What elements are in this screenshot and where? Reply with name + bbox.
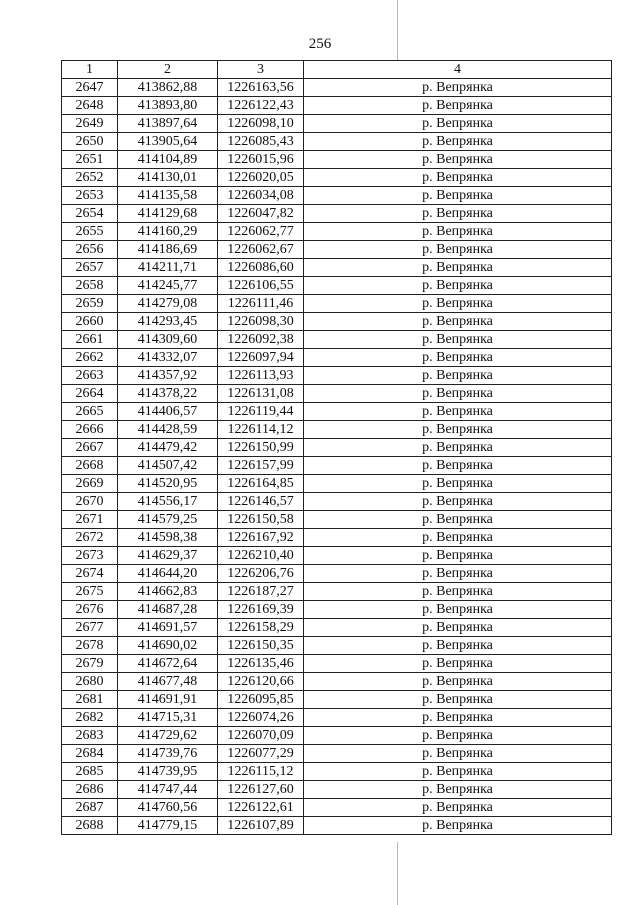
cell-description: р. Вепрянка [304,709,612,727]
table-row [62,637,612,655]
cell-description: р. Вепрянка [304,457,612,475]
cell-x-coordinate: 414715,31 [118,709,218,727]
cell-x-coordinate: 414104,89 [118,151,218,169]
table-row [62,709,612,727]
cell-x-coordinate: 414644,20 [118,565,218,583]
table-row [62,547,612,565]
table-row [62,349,612,367]
cell-x-coordinate: 414672,64 [118,655,218,673]
cell-x-coordinate: 414357,92 [118,367,218,385]
cell-point-number: 2652 [62,169,118,187]
cell-x-coordinate: 414135,58 [118,187,218,205]
cell-point-number: 2657 [62,259,118,277]
table-row [62,187,612,205]
table-row [62,745,612,763]
table-row [62,493,612,511]
table-row [62,295,612,313]
table-row [62,385,612,403]
cell-point-number: 2647 [62,79,118,97]
cell-point-number: 2684 [62,745,118,763]
cell-x-coordinate: 414629,37 [118,547,218,565]
table-row [62,511,612,529]
cell-y-coordinate: 1226127,60 [218,781,304,799]
table-row [62,241,612,259]
cell-x-coordinate: 414507,42 [118,457,218,475]
cell-y-coordinate: 1226210,40 [218,547,304,565]
table-row [62,763,612,781]
column-header-description: 4 [304,61,612,79]
cell-y-coordinate: 1226062,77 [218,223,304,241]
cell-x-coordinate: 414579,25 [118,511,218,529]
cell-y-coordinate: 1226047,82 [218,205,304,223]
cell-y-coordinate: 1226098,30 [218,313,304,331]
cell-y-coordinate: 1226122,61 [218,799,304,817]
cell-point-number: 2674 [62,565,118,583]
cell-point-number: 2676 [62,601,118,619]
cell-y-coordinate: 1226115,12 [218,763,304,781]
cell-x-coordinate: 414691,57 [118,619,218,637]
table-row [62,673,612,691]
cell-description: р. Вепрянка [304,313,612,331]
cell-point-number: 2685 [62,763,118,781]
column-header-x: 2 [118,61,218,79]
table-row [62,601,612,619]
cell-x-coordinate: 414378,22 [118,385,218,403]
cell-y-coordinate: 1226120,66 [218,673,304,691]
table-row [62,799,612,817]
table-row [62,79,612,97]
cell-description: р. Вепрянка [304,637,612,655]
cell-x-coordinate: 414747,44 [118,781,218,799]
column-header-number: 1 [62,61,118,79]
cell-point-number: 2665 [62,403,118,421]
cell-point-number: 2654 [62,205,118,223]
cell-description: р. Вепрянка [304,97,612,115]
cell-description: р. Вепрянка [304,367,612,385]
cell-point-number: 2682 [62,709,118,727]
cell-description: р. Вепрянка [304,259,612,277]
table-row [62,691,612,709]
cell-x-coordinate: 414687,28 [118,601,218,619]
cell-y-coordinate: 1226114,12 [218,421,304,439]
cell-y-coordinate: 1226164,85 [218,475,304,493]
scan-artifact-line [397,842,398,905]
table-row [62,259,612,277]
cell-description: р. Вепрянка [304,601,612,619]
cell-x-coordinate: 413893,80 [118,97,218,115]
cell-y-coordinate: 1226150,58 [218,511,304,529]
column-header-y: 3 [218,61,304,79]
cell-point-number: 2648 [62,97,118,115]
cell-point-number: 2651 [62,151,118,169]
cell-x-coordinate: 414160,29 [118,223,218,241]
cell-y-coordinate: 1226092,38 [218,331,304,349]
table-row [62,655,612,673]
cell-y-coordinate: 1226187,27 [218,583,304,601]
cell-point-number: 2667 [62,439,118,457]
cell-point-number: 2677 [62,619,118,637]
cell-point-number: 2662 [62,349,118,367]
cell-description: р. Вепрянка [304,421,612,439]
cell-y-coordinate: 1226163,56 [218,79,304,97]
cell-x-coordinate: 414293,45 [118,313,218,331]
table-row [62,781,612,799]
cell-x-coordinate: 413905,64 [118,133,218,151]
cell-description: р. Вепрянка [304,583,612,601]
cell-y-coordinate: 1226106,55 [218,277,304,295]
table-row [62,151,612,169]
table-header-row [62,61,612,79]
cell-description: р. Вепрянка [304,655,612,673]
cell-x-coordinate: 414520,95 [118,475,218,493]
cell-x-coordinate: 414332,07 [118,349,218,367]
cell-description: р. Вепрянка [304,403,612,421]
cell-description: р. Вепрянка [304,529,612,547]
cell-x-coordinate: 414739,95 [118,763,218,781]
cell-point-number: 2666 [62,421,118,439]
cell-description: р. Вепрянка [304,781,612,799]
cell-y-coordinate: 1226122,43 [218,97,304,115]
table-row [62,403,612,421]
table-row [62,331,612,349]
cell-point-number: 2656 [62,241,118,259]
table-row [62,565,612,583]
cell-description: р. Вепрянка [304,223,612,241]
cell-point-number: 2660 [62,313,118,331]
cell-x-coordinate: 414211,71 [118,259,218,277]
cell-description: р. Вепрянка [304,691,612,709]
cell-point-number: 2672 [62,529,118,547]
cell-x-coordinate: 414245,77 [118,277,218,295]
cell-description: р. Вепрянка [304,295,612,313]
cell-description: р. Вепрянка [304,277,612,295]
cell-y-coordinate: 1226074,26 [218,709,304,727]
table-row [62,169,612,187]
cell-point-number: 2683 [62,727,118,745]
table-row [62,529,612,547]
cell-point-number: 2668 [62,457,118,475]
cell-description: р. Вепрянка [304,673,612,691]
cell-description: р. Вепрянка [304,799,612,817]
table-row [62,115,612,133]
cell-y-coordinate: 1226206,76 [218,565,304,583]
cell-y-coordinate: 1226113,93 [218,367,304,385]
cell-point-number: 2675 [62,583,118,601]
cell-point-number: 2688 [62,817,118,835]
coordinates-table [61,60,612,835]
cell-x-coordinate: 414690,02 [118,637,218,655]
table-row [62,475,612,493]
cell-point-number: 2659 [62,295,118,313]
cell-y-coordinate: 1226095,85 [218,691,304,709]
cell-y-coordinate: 1226097,94 [218,349,304,367]
cell-point-number: 2681 [62,691,118,709]
cell-y-coordinate: 1226085,43 [218,133,304,151]
cell-description: р. Вепрянка [304,619,612,637]
cell-x-coordinate: 414428,59 [118,421,218,439]
table-row [62,277,612,295]
table-body [62,79,612,835]
cell-y-coordinate: 1226131,08 [218,385,304,403]
cell-x-coordinate: 414760,56 [118,799,218,817]
cell-y-coordinate: 1226062,67 [218,241,304,259]
cell-point-number: 2669 [62,475,118,493]
table-row [62,457,612,475]
cell-x-coordinate: 414279,08 [118,295,218,313]
cell-point-number: 2649 [62,115,118,133]
cell-y-coordinate: 1226150,35 [218,637,304,655]
cell-description: р. Вепрянка [304,745,612,763]
table-row [62,313,612,331]
cell-point-number: 2679 [62,655,118,673]
cell-x-coordinate: 414309,60 [118,331,218,349]
cell-x-coordinate: 414662,83 [118,583,218,601]
cell-x-coordinate: 414729,62 [118,727,218,745]
cell-x-coordinate: 414129,68 [118,205,218,223]
cell-y-coordinate: 1226150,99 [218,439,304,457]
cell-x-coordinate: 414739,76 [118,745,218,763]
cell-point-number: 2655 [62,223,118,241]
table-row [62,817,612,835]
cell-description: р. Вепрянка [304,187,612,205]
cell-x-coordinate: 414779,15 [118,817,218,835]
cell-description: р. Вепрянка [304,241,612,259]
cell-y-coordinate: 1226111,46 [218,295,304,313]
cell-x-coordinate: 414691,91 [118,691,218,709]
cell-y-coordinate: 1226167,92 [218,529,304,547]
cell-point-number: 2670 [62,493,118,511]
cell-point-number: 2671 [62,511,118,529]
cell-point-number: 2673 [62,547,118,565]
cell-y-coordinate: 1226119,44 [218,403,304,421]
cell-x-coordinate: 414677,48 [118,673,218,691]
cell-y-coordinate: 1226034,08 [218,187,304,205]
cell-point-number: 2653 [62,187,118,205]
cell-description: р. Вепрянка [304,331,612,349]
table-row [62,97,612,115]
table-row [62,421,612,439]
cell-x-coordinate: 414598,38 [118,529,218,547]
cell-y-coordinate: 1226020,05 [218,169,304,187]
cell-point-number: 2687 [62,799,118,817]
cell-x-coordinate: 414130,01 [118,169,218,187]
cell-y-coordinate: 1226107,89 [218,817,304,835]
cell-description: р. Вепрянка [304,493,612,511]
cell-point-number: 2658 [62,277,118,295]
cell-description: р. Вепрянка [304,205,612,223]
table-row [62,439,612,457]
cell-point-number: 2664 [62,385,118,403]
cell-description: р. Вепрянка [304,763,612,781]
cell-description: р. Вепрянка [304,565,612,583]
cell-description: р. Вепрянка [304,511,612,529]
cell-y-coordinate: 1226070,09 [218,727,304,745]
table-row [62,205,612,223]
cell-description: р. Вепрянка [304,727,612,745]
cell-description: р. Вепрянка [304,349,612,367]
cell-description: р. Вепрянка [304,79,612,97]
table-row [62,583,612,601]
cell-y-coordinate: 1226146,57 [218,493,304,511]
page-number: 256 [308,36,332,52]
cell-y-coordinate: 1226077,29 [218,745,304,763]
cell-point-number: 2661 [62,331,118,349]
cell-y-coordinate: 1226169,39 [218,601,304,619]
cell-x-coordinate: 414556,17 [118,493,218,511]
cell-x-coordinate: 414406,57 [118,403,218,421]
table-row [62,619,612,637]
cell-y-coordinate: 1226158,29 [218,619,304,637]
cell-description: р. Вепрянка [304,439,612,457]
cell-description: р. Вепрянка [304,817,612,835]
cell-description: р. Вепрянка [304,547,612,565]
cell-description: р. Вепрянка [304,475,612,493]
table-row [62,223,612,241]
cell-point-number: 2686 [62,781,118,799]
cell-description: р. Вепрянка [304,151,612,169]
table-row [62,727,612,745]
cell-description: р. Вепрянка [304,115,612,133]
cell-point-number: 2680 [62,673,118,691]
cell-y-coordinate: 1226098,10 [218,115,304,133]
cell-point-number: 2663 [62,367,118,385]
cell-y-coordinate: 1226157,99 [218,457,304,475]
cell-x-coordinate: 413897,64 [118,115,218,133]
cell-description: р. Вепрянка [304,385,612,403]
table-row [62,133,612,151]
cell-y-coordinate: 1226086,60 [218,259,304,277]
cell-x-coordinate: 414479,42 [118,439,218,457]
cell-point-number: 2678 [62,637,118,655]
table-row [62,367,612,385]
cell-description: р. Вепрянка [304,133,612,151]
cell-point-number: 2650 [62,133,118,151]
cell-x-coordinate: 414186,69 [118,241,218,259]
cell-x-coordinate: 413862,88 [118,79,218,97]
cell-y-coordinate: 1226135,46 [218,655,304,673]
cell-y-coordinate: 1226015,96 [218,151,304,169]
cell-description: р. Вепрянка [304,169,612,187]
